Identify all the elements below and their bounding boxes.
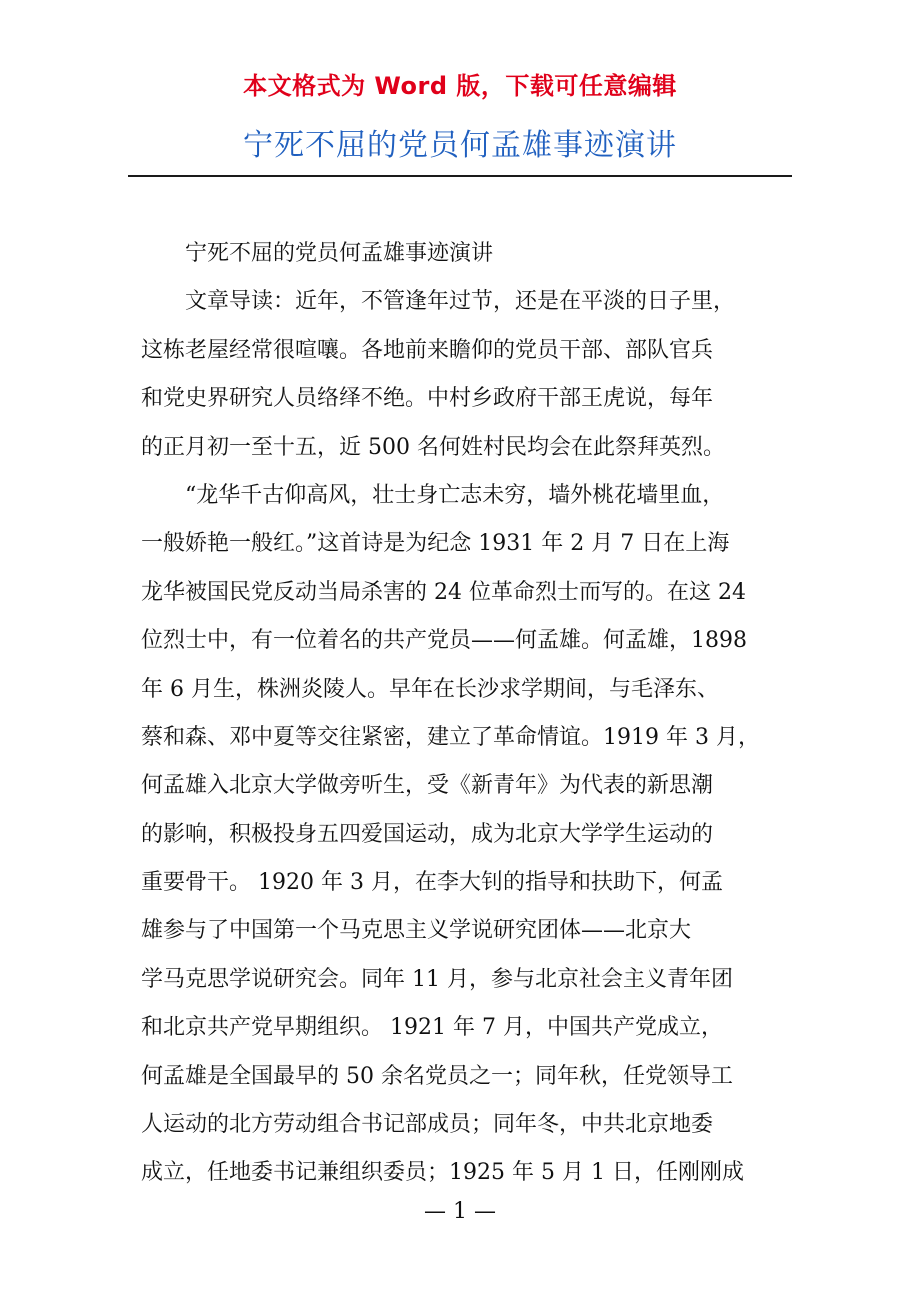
body-line: 龙华被国民党反动当局杀害的 24 位革命烈士而写的。在这 24 <box>141 579 746 605</box>
body-line: 蔡和森、邓中夏等交往紧密，建立了革命情谊。1919 年 3 月， <box>141 724 760 750</box>
body-line: 和北京共产党早期组织。 1921 年 7 月，中国共产党成立， <box>141 1015 723 1041</box>
body-line: 何孟雄入北京大学做旁听生，受《新青年》为代表的新思潮 <box>141 773 714 799</box>
body-line: 年 6 月生，株洲炎陵人。早年在长沙求学期间，与毛泽东、 <box>141 676 719 702</box>
body-line: 学马克思学说研究会。同年 11 月，参与北京社会主义青年团 <box>141 966 733 992</box>
body-line: 何孟雄是全国最早的 50 余名党员之一；同年秋，任党领导工 <box>141 1063 733 1089</box>
body-line: 宁死不屈的党员何孟雄事迹演讲 <box>185 241 494 266</box>
body-line: 一般娇艳一般红。”这首诗是为纪念 1931 年 2 月 7 日在上海 <box>141 531 730 557</box>
body-line: 成立，任地委书记兼组织委员；1925 年 5 月 1 日，任刚刚成 <box>141 1160 744 1186</box>
body-line: 文章导读：近年，不管逢年过节，还是在平淡的日子里， <box>185 289 736 315</box>
body-line: 雄参与了中国第一个马克思主义学说研究团体——北京大 <box>141 918 692 944</box>
body-line: 这栋老屋经常很喧嚷。各地前来瞻仰的党员干部、部队官兵 <box>141 337 714 363</box>
document-title: 宁死不屈的党员何孟雄事迹演讲 <box>243 128 677 163</box>
body-line: 的正月初一至十五，近 500 名何姓村民均会在此祭拜英烈。 <box>141 434 725 460</box>
body-line: “龙华千古仰高风，壮士身亡志未穷，墙外桃花墙里血， <box>185 482 725 508</box>
body-line: 重要骨干。 1920 年 3 月，在李大钊的指导和扶助下，何孟 <box>141 870 723 896</box>
page-number: — 1 — <box>424 1199 496 1224</box>
body-line: 的影响，积极投身五四爱国运动，成为北京大学学生运动的 <box>141 821 714 847</box>
format-notice: 本文格式为 Word 版，下载可任意编辑 <box>243 72 677 100</box>
title-divider <box>128 175 792 177</box>
body-line: 和党史界研究人员络绎不绝。中村乡政府干部王虎说，每年 <box>141 386 714 412</box>
document-body <box>141 230 781 1198</box>
body-line: 人运动的北方劳动组合书记部成员；同年冬，中共北京地委 <box>141 1112 714 1138</box>
body-line: 位烈士中，有一位着名的共产党员——何孟雄。何孟雄，1898 <box>141 628 747 654</box>
